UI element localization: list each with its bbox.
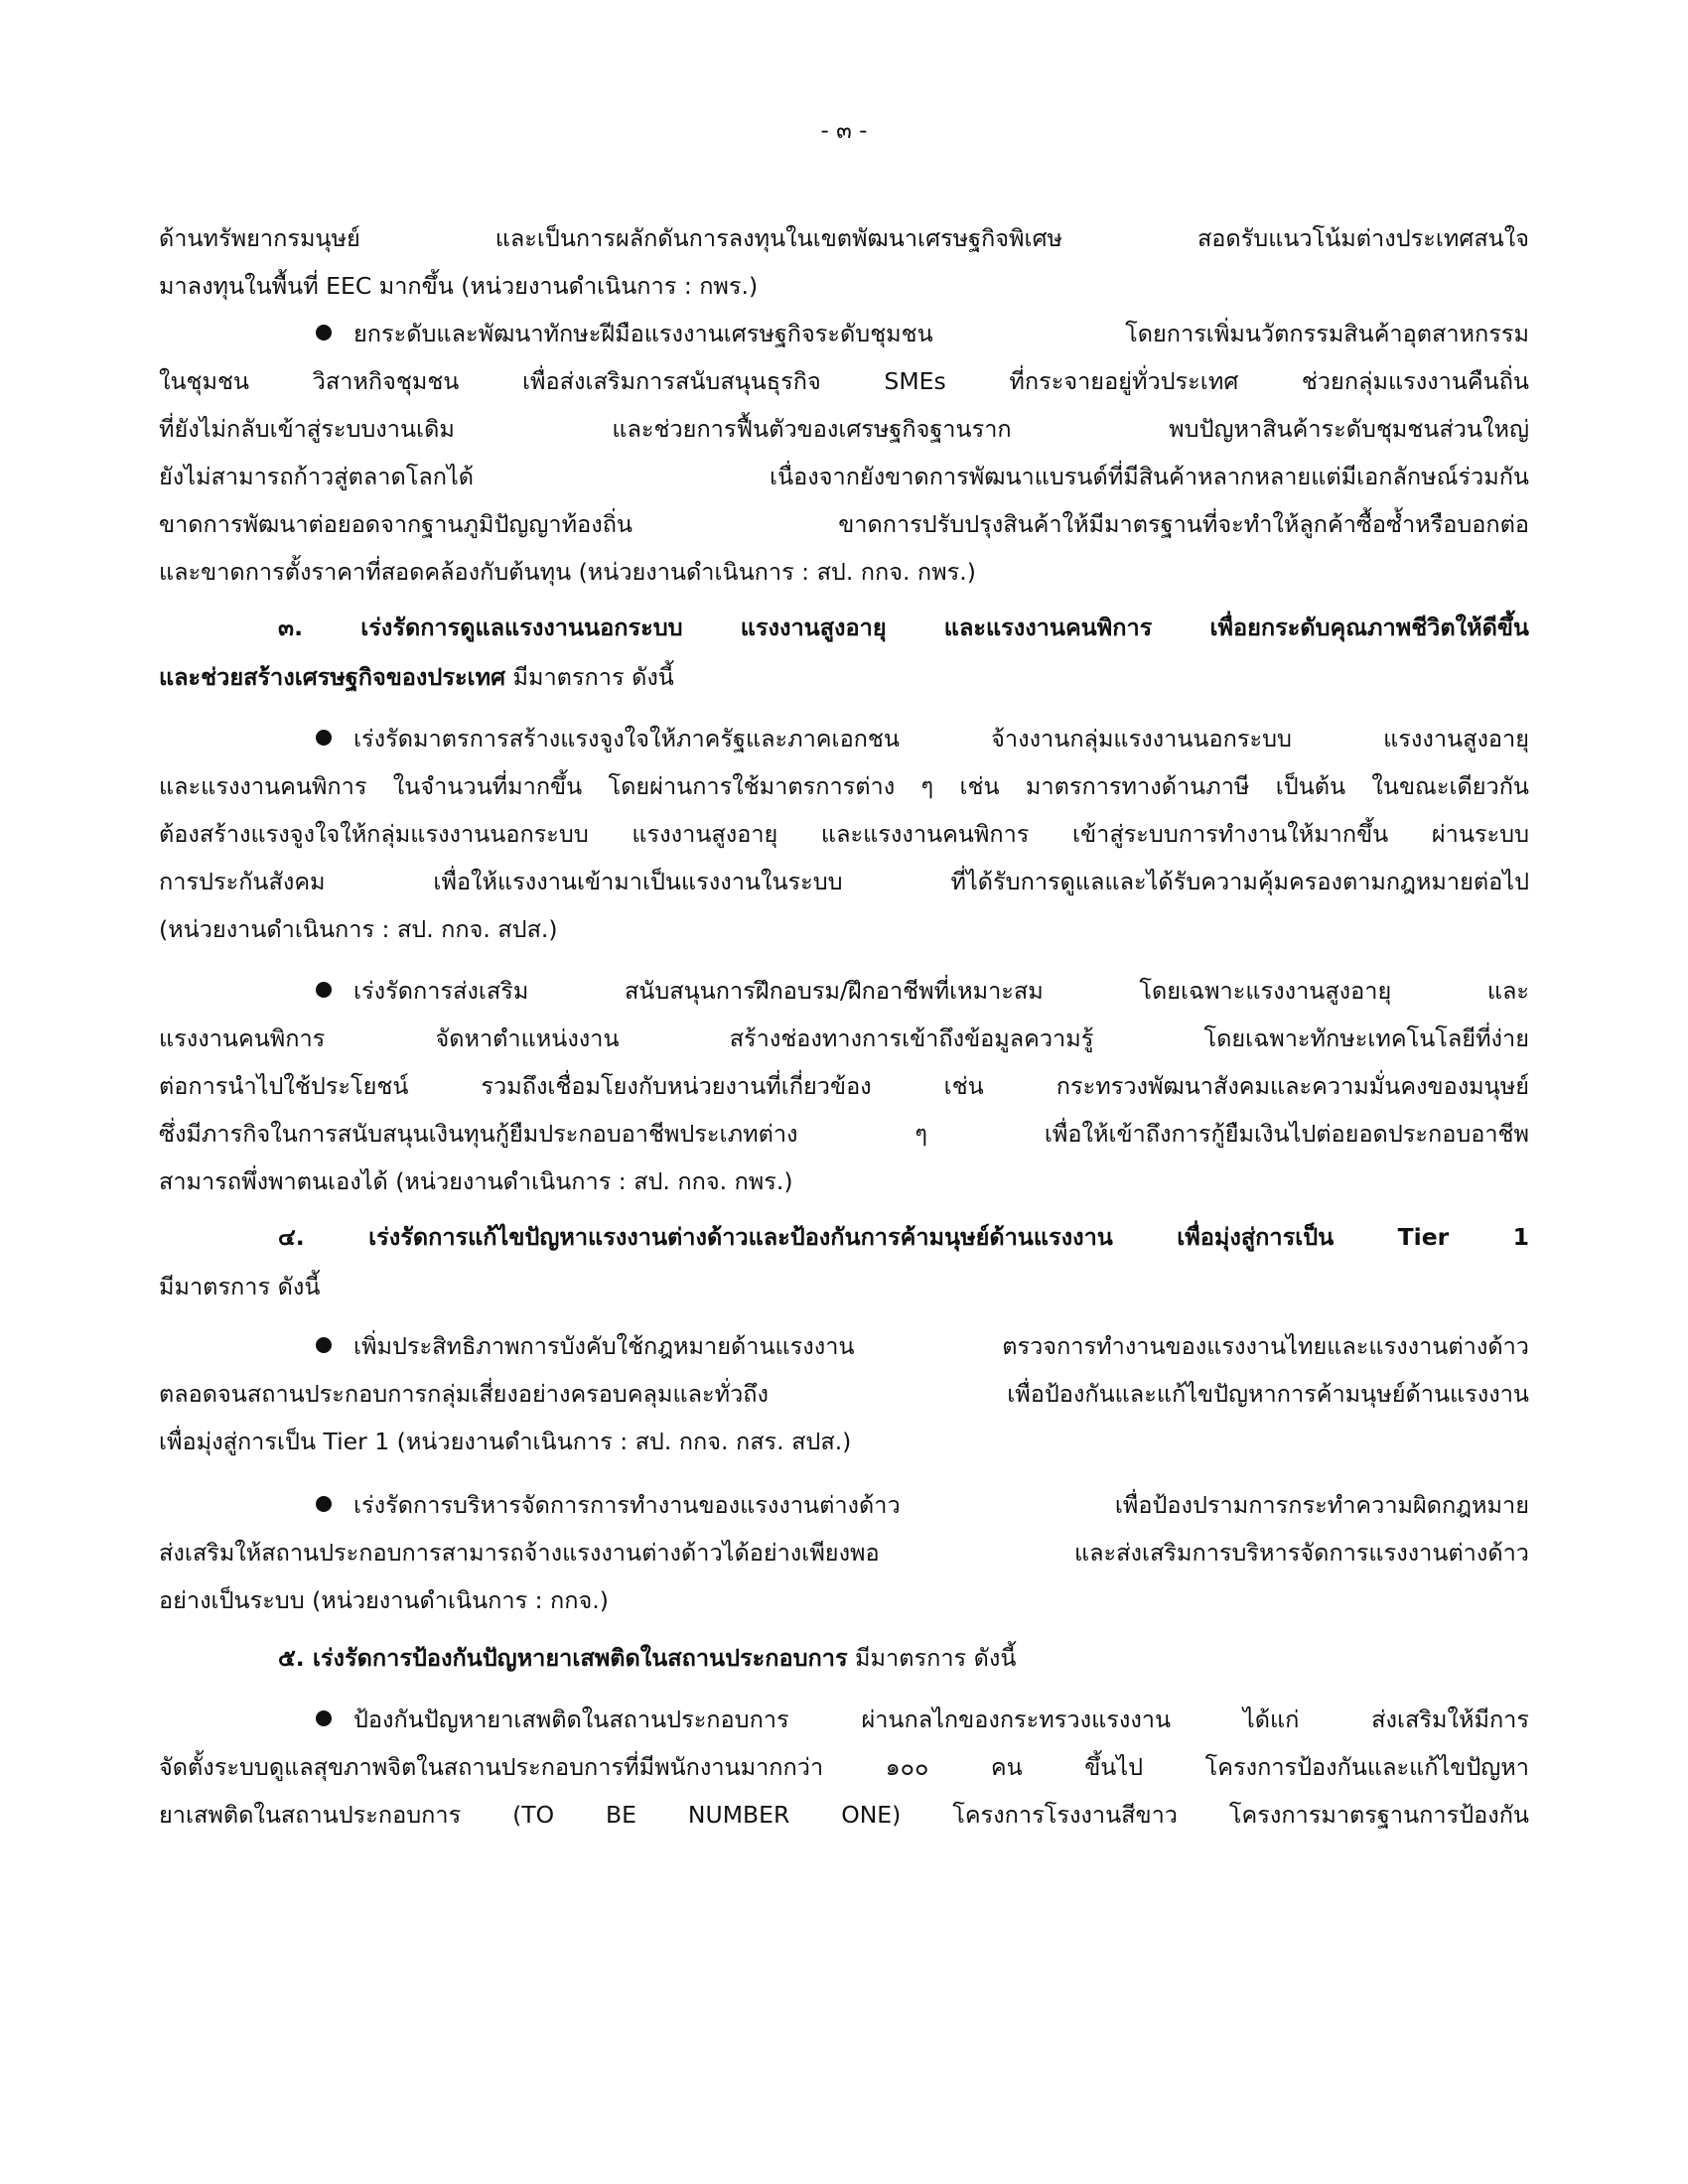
paragraph-line: อย่างเป็นระบบ (หน่วยงานดำเนินการ : กกจ.) bbox=[159, 1586, 609, 1614]
bullet-icon bbox=[316, 982, 332, 998]
section-heading-line bbox=[159, 653, 1529, 701]
bullet-item-line bbox=[316, 1696, 1529, 1743]
bullet-item-line bbox=[316, 1481, 1529, 1529]
paragraph-line: เพื่อมุ่งสู่การเป็น Tier 1 (หน่วยงานดำเนินการ : สป. กกจ. กสร. สปส.) bbox=[159, 1428, 852, 1455]
bullet-icon bbox=[316, 1337, 332, 1353]
section-heading-line: มีมาตรการ ดังนี้ bbox=[159, 1273, 321, 1300]
paragraph-line: ที่ยังไม่กลับเข้าสู่ระบบงานเดิม และช่วยการฟื้นตัวของเศรษฐกิจฐานราก พบปัญหาสินค้าระดับชุมชนส่วนใหญ่ bbox=[159, 415, 1529, 443]
paragraph-line: ส่งเสริมให้สถานประกอบการสามารถจ้างแรงงานต่างด้าวได้อย่างเพียงพอ และส่งเสริมการบริหารจัดการแรงงานต่างด้าว bbox=[159, 1539, 1529, 1567]
paragraph-line: ในชุมชน วิสาหกิจชุมชน เพื่อส่งเสริมการสนับสนุนธุรกิจ SMEs ที่กระจายอยู่ทั่วประเทศ ช่วยกลุ่มแรงงานคืนถิ่น bbox=[159, 367, 1529, 395]
heading-bold-text: ๕. เร่งรัดการป้องกันปัญหายาเสพติดในสถานประกอบการ bbox=[278, 1644, 848, 1672]
bullet-icon bbox=[316, 1710, 332, 1726]
paragraph-line: ซึ่งมีภารกิจในการสนับสนุนเงินทุนกู้ยืมประกอบอาชีพประเภทต่าง ๆ เพื่อให้เข้าถึงการกู้ยืมเงินไปต่อยอดประกอบอาชีพ bbox=[159, 1120, 1529, 1148]
paragraph-line: (หน่วยงานดำเนินการ : สป. กกจ. สปส.) bbox=[159, 915, 558, 943]
paragraph-line: ยังไม่สามารถก้าวสู่ตลาดโลกได้ เนื่องจากยังขาดการพัฒนาแบรนด์ที่มีสินค้าหลากหลายแต่มีเอกลักษณ์ร่วมกัน bbox=[159, 463, 1529, 490]
paragraph-line: จัดตั้งระบบดูแลสุขภาพจิตในสถานประกอบการที่มีพนักงานมากกว่า ๑๐๐ คน ขึ้นไป โครงการป้องกันและแก้ไขปัญหา bbox=[159, 1753, 1529, 1781]
paragraph-line: สามารถพึ่งพาตนเองได้ (หน่วยงานดำเนินการ : สป. กกจ. กพร.) bbox=[159, 1167, 793, 1195]
section-heading bbox=[278, 1634, 1529, 1682]
paragraph-line: ต่อการนำไปใช้ประโยชน์ รวมถึงเชื่อมโยงกับหน่วยงานที่เกี่ยวข้อง เช่น กระทรวงพัฒนาสังคมและความมั่นคงของมนุษย์ bbox=[159, 1072, 1529, 1100]
paragraph-line: ยาเสพติดในสถานประกอบการ (TO BE NUMBER ONE) โครงการโรงงานสีขาว โครงการมาตรฐานการป้องกัน bbox=[159, 1801, 1529, 1829]
bullet-text: ป้องกันปัญหายาเสพติดในสถานประกอบการ ผ่านกลไกของกระทรวงแรงงาน ได้แก่ ส่งเสริมให้มีการ bbox=[353, 1706, 1529, 1733]
bullet-item-line bbox=[316, 1322, 1529, 1370]
heading-suffix-text: มีมาตรการ ดังนี้ bbox=[847, 1644, 1017, 1672]
bullet-icon bbox=[316, 325, 332, 341]
paragraph-line: และแรงงานคนพิการ ในจำนวนที่มากขึ้น โดยผ่านการใช้มาตรการต่าง ๆ เช่น มาตรการทางด้านภาษี เป็นต้น ในขณะเดียวกัน bbox=[159, 772, 1529, 800]
heading-bold-text: และช่วยสร้างเศรษฐกิจของประเทศ bbox=[159, 663, 506, 691]
paragraph-line: และขาดการตั้งราคาที่สอดคล้องกับต้นทุน (หน่วยงานดำเนินการ : สป. กกจ. กพร.) bbox=[159, 558, 976, 586]
section-heading: ๓. เร่งรัดการดูแลแรงงานนอกระบบ แรงงานสูงอายุ และแรงงานคนพิการ เพื่อยกระดับคุณภาพชีวิตให้ดีขึ้น bbox=[278, 614, 1529, 641]
paragraph-line: แรงงานคนพิการ จัดหาตำแหน่งงาน สร้างช่องทางการเข้าถึงข้อมูลความรู้ โดยเฉพาะทักษะเทคโนโลยีที่ง่าย bbox=[159, 1024, 1529, 1052]
paragraph-line: ด้านทรัพยากรมนุษย์ และเป็นการผลักดันการลงทุนในเขตพัฒนาเศรษฐกิจพิเศษ สอดรับแนวโน้มต่างประเทศสนใจ bbox=[159, 224, 1529, 252]
bullet-text: เร่งรัดมาตรการสร้างแรงจูงใจให้ภาครัฐและภาคเอกชน จ้างงานกลุ่มแรงงานนอกระบบ แรงงานสูงอายุ bbox=[353, 725, 1529, 752]
bullet-text: เร่งรัดการส่งเสริม สนับสนุนการฝึกอบรม/ฝึกอาชีพที่เหมาะสม โดยเฉพาะแรงงานสูงอายุ และ bbox=[353, 977, 1529, 1005]
section-heading: ๔. เร่งรัดการแก้ไขปัญหาแรงงานต่างด้าวและป้องกันการค้ามนุษย์ด้านแรงงาน เพื่อมุ่งสู่การเป็น Tier 1 bbox=[278, 1223, 1529, 1251]
paragraph-line: ตลอดจนสถานประกอบการกลุ่มเสี่ยงอย่างครอบคลุมและทั่วถึง เพื่อป้องกันและแก้ไขปัญหาการค้ามนุษย์ด้านแรงงาน bbox=[159, 1380, 1529, 1408]
paragraph-line: การประกันสังคม เพื่อให้แรงงานเข้ามาเป็นแรงงานในระบบ ที่ได้รับการดูแลและได้รับความคุ้มครองตามกฎหมายต่อไป bbox=[159, 868, 1529, 895]
paragraph-line: ขาดการพัฒนาต่อยอดจากฐานภูมิปัญญาท้องถิ่น ขาดการปรับปรุงสินค้าให้มีมาตรฐานที่จะทำให้ลูกค้าซื้อซ้ำหรือบอกต่อ bbox=[159, 510, 1529, 538]
bullet-item-line bbox=[316, 715, 1529, 762]
bullet-text: เร่งรัดการบริหารจัดการการทำงานของแรงงานต่างด้าว เพื่อป้องปรามการกระทำความผิดกฎหมาย bbox=[353, 1491, 1529, 1519]
bullet-icon bbox=[316, 730, 332, 746]
bullet-text: ยกระดับและพัฒนาทักษะฝีมือแรงงานเศรษฐกิจระดับชุมชน โดยการเพิ่มนวัตกรรมสินค้าอุตสาหกรรม bbox=[353, 320, 1529, 347]
bullet-item-line bbox=[316, 967, 1529, 1015]
bullet-text: เพิ่มประสิทธิภาพการบังคับใช้กฎหมายด้านแรงงาน ตรวจการทำงานของแรงงานไทยและแรงงานต่างด้าว bbox=[353, 1332, 1529, 1360]
paragraph-line: ต้องสร้างแรงจูงใจให้กลุ่มแรงงานนอกระบบ แรงงานสูงอายุ และแรงงานคนพิการ เข้าสู่ระบบการทำงานให้มากขึ้น ผ่านระบบ bbox=[159, 820, 1529, 848]
bullet-item-line bbox=[316, 310, 1529, 357]
paragraph-line: มาลงทุนในพื้นที่ EEC มากขึ้น (หน่วยงานดำเนินการ : กพร.) bbox=[159, 272, 759, 300]
page-number: - ๓ - bbox=[820, 118, 868, 144]
bullet-icon bbox=[316, 1496, 332, 1512]
heading-suffix-text: มีมาตรการ ดังนี้ bbox=[505, 663, 674, 691]
